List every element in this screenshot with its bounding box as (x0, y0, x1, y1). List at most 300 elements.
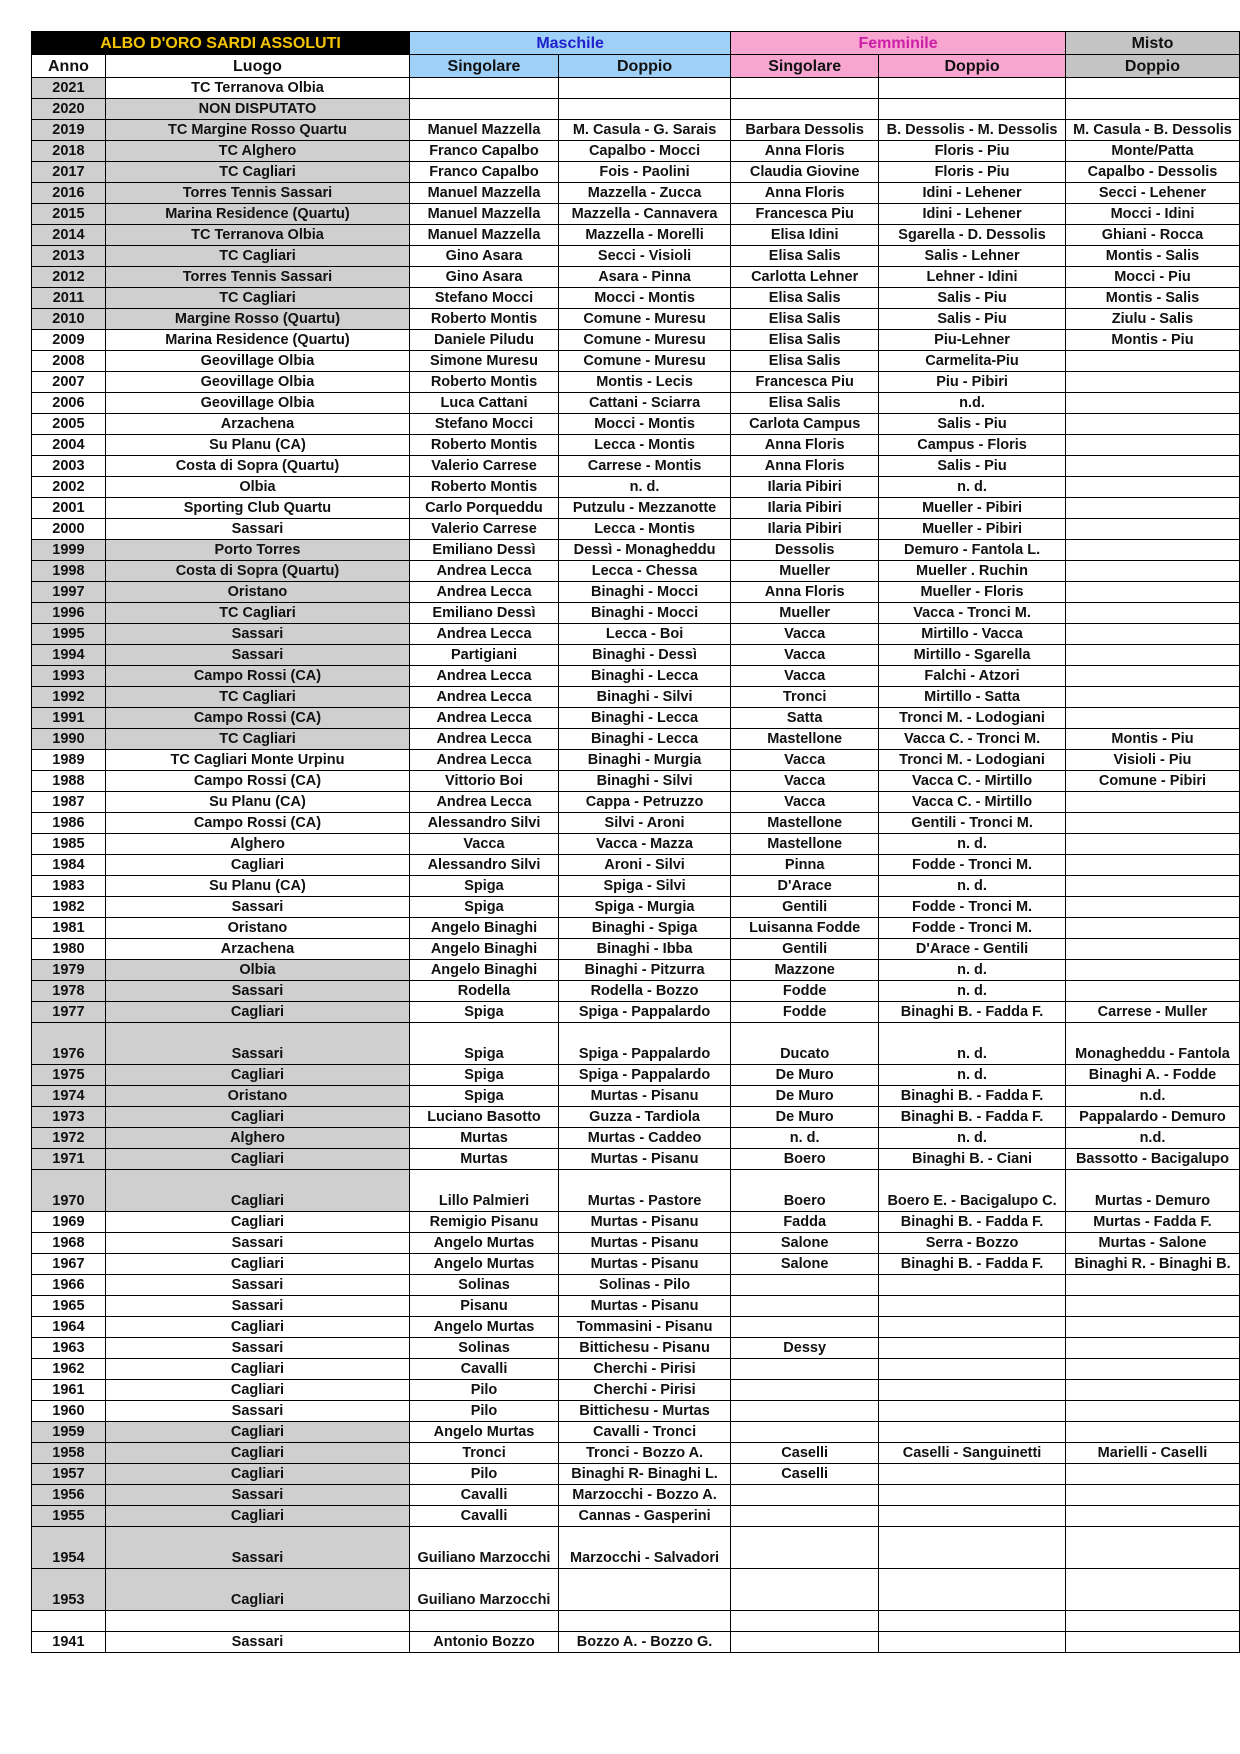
cell-maschile-singolare: Luciano Basotto (410, 1107, 559, 1128)
cell-femminile-singolare: Elisa Salis (731, 330, 879, 351)
cell-luogo: Torres Tennis Sassari (105, 183, 409, 204)
cell-luogo: Cagliari (105, 1149, 409, 1170)
cell-maschile-doppio: Cappa - Petruzzo (558, 792, 730, 813)
cell-luogo: Geovillage Olbia (105, 372, 409, 393)
cell-anno: 1997 (32, 582, 106, 603)
cell-femminile-doppio (879, 1422, 1066, 1443)
cell-femminile-doppio (879, 1527, 1066, 1569)
cell-maschile-singolare: Angelo Murtas (410, 1317, 559, 1338)
cell-femminile-doppio (879, 1485, 1066, 1506)
cell-luogo: Sassari (105, 1338, 409, 1359)
cell-luogo: TC Cagliari (105, 162, 409, 183)
cell-maschile-doppio (558, 99, 730, 120)
cell-luogo: Olbia (105, 477, 409, 498)
cell-femminile-doppio: Falchi - Atzori (879, 666, 1066, 687)
cell-anno: 1998 (32, 561, 106, 582)
cell-femminile-singolare: Ilaria Pibiri (731, 519, 879, 540)
cell-anno: 2000 (32, 519, 106, 540)
cell-femminile-singolare (731, 1569, 879, 1611)
cell-maschile-singolare: Franco Capalbo (410, 162, 559, 183)
cell-maschile-doppio: Dessì - Monagheddu (558, 540, 730, 561)
cell-femminile-doppio: Mueller - Pibiri (879, 498, 1066, 519)
cell-anno: 1966 (32, 1275, 106, 1296)
cell-luogo: Campo Rossi (CA) (105, 771, 409, 792)
cell-maschile-doppio: Secci - Visioli (558, 246, 730, 267)
cell-maschile-doppio: Binaghi - Mocci (558, 582, 730, 603)
cell-luogo: Porto Torres (105, 540, 409, 561)
cell-anno: 1964 (32, 1317, 106, 1338)
cell-maschile-singolare: Angelo Binaghi (410, 918, 559, 939)
cell-maschile-singolare: Manuel Mazzella (410, 183, 559, 204)
cell-luogo: Campo Rossi (CA) (105, 708, 409, 729)
cell-anno: 1954 (32, 1527, 106, 1569)
cell-maschile-singolare (410, 78, 559, 99)
cell-maschile-doppio: Binaghi - Silvi (558, 687, 730, 708)
table-row (32, 1506, 1240, 1527)
cell-maschile-doppio: Binaghi - Murgia (558, 750, 730, 771)
cell-maschile-singolare: Spiga (410, 1086, 559, 1107)
cell-misto-doppio (1065, 393, 1239, 414)
cell-femminile-doppio: Piu-Lehner (879, 330, 1066, 351)
cell-misto-doppio: Murtas - Fadda F. (1065, 1212, 1239, 1233)
cell-femminile-doppio: Binaghi B. - Fadda F. (879, 1107, 1066, 1128)
table-row (32, 372, 1240, 393)
cell-luogo: Alghero (105, 1128, 409, 1149)
cell-maschile-singolare: Cavalli (410, 1506, 559, 1527)
cell-femminile-singolare: Salone (731, 1254, 879, 1275)
cell-maschile-singolare: Daniele Piludu (410, 330, 559, 351)
cell-anno: 1993 (32, 666, 106, 687)
cell-femminile-doppio: Salis - Lehner (879, 246, 1066, 267)
cell-anno: 2014 (32, 225, 106, 246)
cell-maschile-doppio: Binaghi - Spiga (558, 918, 730, 939)
cell-femminile-doppio: n. d. (879, 834, 1066, 855)
cell-femminile-singolare: Anna Floris (731, 456, 879, 477)
cell-luogo: Cagliari (105, 1107, 409, 1128)
cell-luogo: Cagliari (105, 1380, 409, 1401)
cell-femminile-singolare: Vacca (731, 771, 879, 792)
cell-femminile-doppio: Piu - Pibiri (879, 372, 1066, 393)
cell-anno: 2020 (32, 99, 106, 120)
cell-luogo: Sassari (105, 1275, 409, 1296)
cell-anno: 1995 (32, 624, 106, 645)
cell-maschile-doppio: Rodella - Bozzo (558, 981, 730, 1002)
cell-femminile-singolare: Mastellone (731, 813, 879, 834)
cell-anno: 1990 (32, 729, 106, 750)
cell-maschile-singolare: Antonio Bozzo (410, 1632, 559, 1653)
cell-luogo: Geovillage Olbia (105, 351, 409, 372)
table-row (32, 225, 1240, 246)
cell-maschile-singolare: Valerio Carrese (410, 456, 559, 477)
cell-misto-doppio (1065, 1506, 1239, 1527)
cell-maschile-doppio: Spiga - Silvi (558, 876, 730, 897)
cell-femminile-singolare: De Muro (731, 1065, 879, 1086)
cell-misto-doppio (1065, 1632, 1239, 1653)
cell-anno: 1984 (32, 855, 106, 876)
table-row (32, 477, 1240, 498)
cell-femminile-singolare: Mastellone (731, 834, 879, 855)
cell-anno: 1958 (32, 1443, 106, 1464)
cell-luogo: Cagliari (105, 855, 409, 876)
col-misto-doppio: Doppio (1065, 55, 1239, 78)
cell-maschile-doppio: Asara - Pinna (558, 267, 730, 288)
cell-maschile-singolare: Guiliano Marzocchi (410, 1569, 559, 1611)
table-row (32, 351, 1240, 372)
table-header (32, 32, 1240, 78)
cell-maschile-singolare: Spiga (410, 1065, 559, 1086)
cell-misto-doppio (1065, 1275, 1239, 1296)
cell-anno: 2008 (32, 351, 106, 372)
cell-maschile-singolare: Manuel Mazzella (410, 204, 559, 225)
table-row (32, 750, 1240, 771)
cell-femminile-singolare: Dessolis (731, 540, 879, 561)
cell-maschile-doppio: Murtas - Caddeo (558, 1128, 730, 1149)
cell-femminile-doppio (879, 1296, 1066, 1317)
cell-femminile-singolare (731, 1359, 879, 1380)
cell-anno: 1988 (32, 771, 106, 792)
cell-anno: 1977 (32, 1002, 106, 1023)
cell-anno: 1978 (32, 981, 106, 1002)
cell-femminile-singolare: Gentili (731, 939, 879, 960)
cell-femminile-doppio: n. d. (879, 477, 1066, 498)
cell-misto-doppio (1065, 918, 1239, 939)
cell-femminile-doppio: n. d. (879, 960, 1066, 981)
cell-misto-doppio: Murtas - Salone (1065, 1233, 1239, 1254)
cell-anno: 1972 (32, 1128, 106, 1149)
cell-femminile-singolare: Elisa Salis (731, 288, 879, 309)
cell-femminile-singolare: De Muro (731, 1107, 879, 1128)
cell-femminile-doppio (879, 99, 1066, 120)
cell-femminile-doppio: Vacca - Tronci M. (879, 603, 1066, 624)
cell-maschile-singolare: Andrea Lecca (410, 561, 559, 582)
cell-misto-doppio (1065, 414, 1239, 435)
cell-femminile-doppio: Carmelita-Piu (879, 351, 1066, 372)
cell-misto-doppio: Mocci - Idini (1065, 204, 1239, 225)
cell-maschile-singolare (410, 1611, 559, 1632)
cell-luogo: TC Alghero (105, 141, 409, 162)
cell-maschile-singolare: Spiga (410, 1023, 559, 1065)
cell-maschile-doppio: Binaghi - Mocci (558, 603, 730, 624)
group-maschile: Maschile (410, 32, 731, 55)
cell-femminile-doppio: B. Dessolis - M. Dessolis (879, 120, 1066, 141)
col-maschile-doppio: Doppio (558, 55, 730, 78)
cell-luogo: Su Planu (CA) (105, 435, 409, 456)
cell-misto-doppio (1065, 435, 1239, 456)
cell-anno: 1991 (32, 708, 106, 729)
cell-maschile-singolare: Partigiani (410, 645, 559, 666)
cell-misto-doppio: Murtas - Demuro (1065, 1170, 1239, 1212)
cell-femminile-singolare: Elisa Salis (731, 393, 879, 414)
table-row (32, 1422, 1240, 1443)
cell-femminile-singolare: Caselli (731, 1464, 879, 1485)
table-row (32, 603, 1240, 624)
col-luogo: Luogo (105, 55, 409, 78)
table-row (32, 309, 1240, 330)
cell-femminile-singolare (731, 1422, 879, 1443)
cell-maschile-singolare: Lillo Palmieri (410, 1170, 559, 1212)
cell-misto-doppio: Visioli - Piu (1065, 750, 1239, 771)
table-row (32, 1212, 1240, 1233)
cell-anno: 1956 (32, 1485, 106, 1506)
cell-anno: 2021 (32, 78, 106, 99)
cell-maschile-singolare: Gino Asara (410, 267, 559, 288)
cell-femminile-singolare: Carlota Campus (731, 414, 879, 435)
cell-anno: 1992 (32, 687, 106, 708)
cell-luogo: TC Cagliari (105, 246, 409, 267)
cell-anno: 1976 (32, 1023, 106, 1065)
cell-femminile-singolare (731, 1317, 879, 1338)
table-row (32, 456, 1240, 477)
cell-luogo: Sassari (105, 1632, 409, 1653)
cell-maschile-doppio: Mazzella - Cannavera (558, 204, 730, 225)
cell-anno: 1953 (32, 1569, 106, 1611)
cell-femminile-doppio (879, 1380, 1066, 1401)
table-row (32, 834, 1240, 855)
cell-anno: 1965 (32, 1296, 106, 1317)
cell-misto-doppio (1065, 1317, 1239, 1338)
cell-femminile-singolare: De Muro (731, 1086, 879, 1107)
cell-maschile-doppio: Spiga - Pappalardo (558, 1023, 730, 1065)
table-row (32, 645, 1240, 666)
cell-maschile-doppio: Cherchi - Pirisi (558, 1359, 730, 1380)
cell-anno: 1955 (32, 1506, 106, 1527)
cell-misto-doppio (1065, 939, 1239, 960)
cell-luogo: Arzachena (105, 414, 409, 435)
table-row (32, 918, 1240, 939)
table-row (32, 876, 1240, 897)
cell-luogo: Oristano (105, 1086, 409, 1107)
cell-anno (32, 1611, 106, 1632)
table-row (32, 792, 1240, 813)
table-row (32, 624, 1240, 645)
cell-femminile-doppio: n. d. (879, 981, 1066, 1002)
table-row (32, 1632, 1240, 1653)
cell-maschile-singolare: Roberto Montis (410, 435, 559, 456)
cell-maschile-doppio: Comune - Muresu (558, 330, 730, 351)
group-femminile: Femminile (731, 32, 1066, 55)
cell-maschile-doppio: Carrese - Montis (558, 456, 730, 477)
table-row (32, 1170, 1240, 1212)
cell-femminile-doppio: Mueller - Pibiri (879, 519, 1066, 540)
cell-maschile-doppio: Fois - Paolini (558, 162, 730, 183)
cell-femminile-singolare: Anna Floris (731, 141, 879, 162)
cell-luogo: Cagliari (105, 1464, 409, 1485)
table-row (32, 288, 1240, 309)
cell-maschile-doppio: Murtas - Pastore (558, 1170, 730, 1212)
cell-femminile-singolare: Elisa Salis (731, 246, 879, 267)
cell-maschile-singolare: Alessandro Silvi (410, 855, 559, 876)
cell-luogo: Cagliari (105, 1065, 409, 1086)
cell-misto-doppio (1065, 1527, 1239, 1569)
cell-maschile-singolare: Valerio Carrese (410, 519, 559, 540)
cell-anno: 1985 (32, 834, 106, 855)
cell-maschile-doppio: Marzocchi - Bozzo A. (558, 1485, 730, 1506)
cell-maschile-singolare: Simone Muresu (410, 351, 559, 372)
cell-maschile-singolare: Franco Capalbo (410, 141, 559, 162)
table-body (32, 78, 1240, 1653)
cell-maschile-singolare: Andrea Lecca (410, 624, 559, 645)
cell-femminile-doppio: Mirtillo - Vacca (879, 624, 1066, 645)
cell-femminile-doppio: Mirtillo - Sgarella (879, 645, 1066, 666)
cell-luogo: Cagliari (105, 1170, 409, 1212)
cell-maschile-singolare: Roberto Montis (410, 372, 559, 393)
cell-maschile-doppio: Binaghi - Lecca (558, 666, 730, 687)
cell-femminile-singolare: Mastellone (731, 729, 879, 750)
table-row (32, 1443, 1240, 1464)
cell-luogo: Sassari (105, 1296, 409, 1317)
cell-maschile-doppio: Comune - Muresu (558, 309, 730, 330)
cell-maschile-doppio: Murtas - Pisanu (558, 1212, 730, 1233)
cell-anno: 2003 (32, 456, 106, 477)
cell-luogo: Costa di Sopra (Quartu) (105, 456, 409, 477)
cell-maschile-singolare: Cavalli (410, 1485, 559, 1506)
cell-anno: 1957 (32, 1464, 106, 1485)
table-row (32, 1086, 1240, 1107)
cell-femminile-doppio: Binaghi B. - Fadda F. (879, 1002, 1066, 1023)
cell-maschile-singolare: Gino Asara (410, 246, 559, 267)
cell-femminile-doppio: Tronci M. - Lodogiani (879, 750, 1066, 771)
cell-maschile-doppio (558, 1569, 730, 1611)
cell-maschile-doppio: Lecca - Montis (558, 435, 730, 456)
cell-femminile-singolare: Pinna (731, 855, 879, 876)
cell-maschile-doppio: Aroni - Silvi (558, 855, 730, 876)
cell-anno: 1989 (32, 750, 106, 771)
cell-femminile-singolare: Boero (731, 1149, 879, 1170)
table-row (32, 708, 1240, 729)
cell-femminile-doppio: Vacca C. - Mirtillo (879, 792, 1066, 813)
table-row (32, 1149, 1240, 1170)
cell-femminile-doppio: Demuro - Fantola L. (879, 540, 1066, 561)
cell-femminile-singolare: Ilaria Pibiri (731, 477, 879, 498)
table-title: ALBO D'ORO SARDI ASSOLUTI (32, 32, 410, 55)
cell-maschile-singolare: Luca Cattani (410, 393, 559, 414)
cell-anno: 1967 (32, 1254, 106, 1275)
cell-misto-doppio (1065, 981, 1239, 1002)
table-row (32, 771, 1240, 792)
cell-anno: 2010 (32, 309, 106, 330)
cell-maschile-singolare: Spiga (410, 876, 559, 897)
cell-maschile-doppio: Murtas - Pisanu (558, 1086, 730, 1107)
cell-maschile-doppio: Cannas - Gasperini (558, 1506, 730, 1527)
cell-luogo: Sassari (105, 1401, 409, 1422)
cell-femminile-singolare: Vacca (731, 624, 879, 645)
table-row (32, 519, 1240, 540)
cell-misto-doppio: Secci - Lehener (1065, 183, 1239, 204)
cell-anno: 2001 (32, 498, 106, 519)
cell-maschile-singolare: Tronci (410, 1443, 559, 1464)
cell-maschile-doppio: Cattani - Sciarra (558, 393, 730, 414)
cell-anno: 1981 (32, 918, 106, 939)
cell-anno: 1999 (32, 540, 106, 561)
cell-maschile-singolare: Manuel Mazzella (410, 225, 559, 246)
cell-luogo: Campo Rossi (CA) (105, 666, 409, 687)
cell-maschile-singolare: Cavalli (410, 1359, 559, 1380)
cell-luogo: TC Cagliari (105, 687, 409, 708)
cell-femminile-singolare: Anna Floris (731, 435, 879, 456)
table-row (32, 393, 1240, 414)
table-row (32, 666, 1240, 687)
cell-femminile-singolare: n. d. (731, 1128, 879, 1149)
cell-femminile-doppio: n. d. (879, 1065, 1066, 1086)
cell-misto-doppio (1065, 645, 1239, 666)
cell-misto-doppio: n.d. (1065, 1086, 1239, 1107)
cell-anno: 2011 (32, 288, 106, 309)
cell-femminile-singolare: Fodde (731, 981, 879, 1002)
cell-maschile-singolare: Emiliano Dessì (410, 540, 559, 561)
table-row (32, 1527, 1240, 1569)
cell-misto-doppio: Marielli - Caselli (1065, 1443, 1239, 1464)
table-row (32, 687, 1240, 708)
albo-oro-table (31, 31, 1240, 1653)
cell-misto-doppio (1065, 1296, 1239, 1317)
cell-maschile-doppio: Binaghi R- Binaghi L. (558, 1464, 730, 1485)
cell-femminile-singolare: Tronci (731, 687, 879, 708)
cell-luogo: Cagliari (105, 1212, 409, 1233)
cell-maschile-doppio: Solinas - Pilo (558, 1275, 730, 1296)
cell-femminile-doppio (879, 1401, 1066, 1422)
cell-maschile-singolare: Carlo Porqueddu (410, 498, 559, 519)
table-row (32, 246, 1240, 267)
table-row (32, 981, 1240, 1002)
table-row (32, 204, 1240, 225)
cell-misto-doppio (1065, 960, 1239, 981)
cell-femminile-doppio: Binaghi B. - Fadda F. (879, 1086, 1066, 1107)
cell-luogo: NON DISPUTATO (105, 99, 409, 120)
table-row (32, 120, 1240, 141)
table-row (32, 1107, 1240, 1128)
cell-misto-doppio (1065, 1422, 1239, 1443)
cell-femminile-doppio: Binaghi B. - Fadda F. (879, 1254, 1066, 1275)
table-row (32, 729, 1240, 750)
cell-femminile-doppio: Gentili - Tronci M. (879, 813, 1066, 834)
cell-femminile-doppio: Tronci M. - Lodogiani (879, 708, 1066, 729)
cell-femminile-singolare (731, 1485, 879, 1506)
cell-femminile-doppio: Fodde - Tronci M. (879, 918, 1066, 939)
cell-maschile-doppio: Binaghi - Pitzurra (558, 960, 730, 981)
cell-femminile-doppio: Salis - Piu (879, 414, 1066, 435)
cell-femminile-singolare: Dessy (731, 1338, 879, 1359)
cell-maschile-singolare: Emiliano Dessì (410, 603, 559, 624)
cell-luogo: Sassari (105, 1485, 409, 1506)
cell-femminile-doppio: Idini - Lehener (879, 204, 1066, 225)
cell-maschile-doppio: Murtas - Pisanu (558, 1296, 730, 1317)
cell-femminile-singolare (731, 1632, 879, 1653)
cell-maschile-doppio: Spiga - Murgia (558, 897, 730, 918)
cell-luogo (105, 1611, 409, 1632)
cell-luogo: Cagliari (105, 1359, 409, 1380)
cell-misto-doppio (1065, 99, 1239, 120)
cell-femminile-singolare: Fadda (731, 1212, 879, 1233)
cell-maschile-singolare: Solinas (410, 1275, 559, 1296)
header-group-row (32, 32, 1240, 55)
cell-luogo: Sassari (105, 981, 409, 1002)
cell-anno: 1960 (32, 1401, 106, 1422)
cell-misto-doppio (1065, 1401, 1239, 1422)
cell-maschile-singolare: Andrea Lecca (410, 582, 559, 603)
cell-maschile-doppio: Silvi - Aroni (558, 813, 730, 834)
cell-anno: 1963 (32, 1338, 106, 1359)
cell-femminile-singolare: Ilaria Pibiri (731, 498, 879, 519)
cell-maschile-singolare: Pilo (410, 1380, 559, 1401)
cell-maschile-singolare: Angelo Murtas (410, 1254, 559, 1275)
cell-maschile-singolare: Guiliano Marzocchi (410, 1527, 559, 1569)
cell-luogo: Cagliari (105, 1569, 409, 1611)
table-row (32, 183, 1240, 204)
cell-maschile-singolare: Alessandro Silvi (410, 813, 559, 834)
cell-luogo: Sassari (105, 624, 409, 645)
cell-maschile-doppio: Comune - Muresu (558, 351, 730, 372)
cell-femminile-singolare: Mueller (731, 561, 879, 582)
